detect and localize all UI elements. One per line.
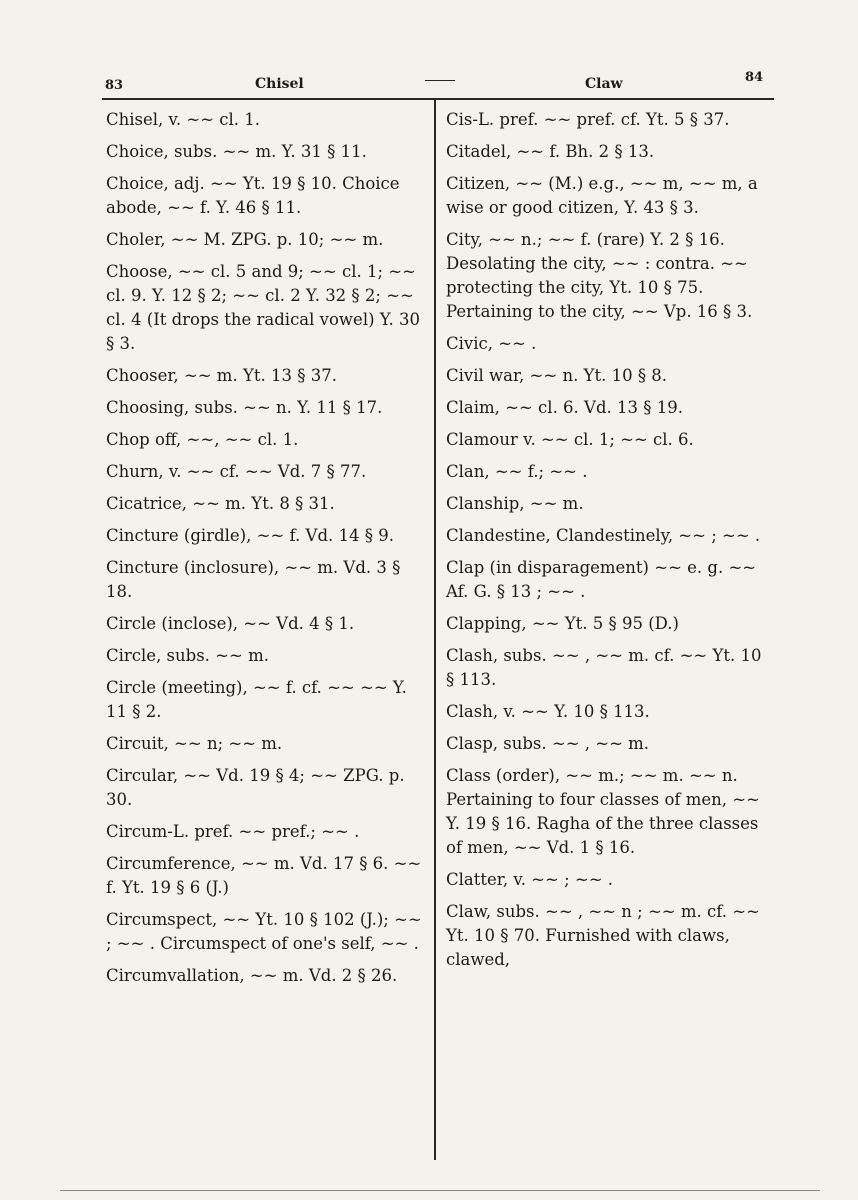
dictionary-entry: Choose, ~~ cl. 5 and 9; ~~ cl. 1; ~~ cl. 9. Y. 12 § 2; ~~ cl. 2 Y. 32 § 2; ~~ cl. 4 (It drops the radical vowel) Y. 30 § 3. <box>106 262 421 353</box>
page-number-left: 83 <box>105 78 124 93</box>
dictionary-entry: Clamour v. ~~ cl. 1; ~~ cl. 6. <box>446 430 694 449</box>
dictionary-entry: Choice, subs. ~~ m. Y. 31 § 11. <box>106 142 367 161</box>
dictionary-entry: Circular, ~~ Vd. 19 § 4; ~~ ZPG. p. 30. <box>106 766 405 809</box>
dictionary-entry: Chooser, ~~ m. Yt. 13 § 37. <box>106 366 337 385</box>
dictionary-entry: Citadel, ~~ f. Bh. 2 § 13. <box>446 142 655 161</box>
dictionary-entry: Clap (in disparagement) ~~ e. g. ~~ Af. G. § 13 ; ~~ . <box>446 558 757 601</box>
dictionary-entry: Claim, ~~ cl. 6. Vd. 13 § 19. <box>446 398 683 417</box>
dictionary-entry: Clandestine, Clandestinely, ~~ ; ~~ . <box>446 526 761 545</box>
dictionary-entry: Chop off, ~~, ~~ cl. 1. <box>106 430 299 449</box>
dictionary-entry: Circuit, ~~ n; ~~ m. <box>106 734 283 753</box>
dictionary-entry: Cincture (inclosure), ~~ m. Vd. 3 § 18. <box>106 558 401 601</box>
dictionary-entry: Clan, ~~ f.; ~~ . <box>446 462 588 481</box>
header-rule <box>102 98 774 100</box>
dictionary-entry: Clash, v. ~~ Y. 10 § 113. <box>446 702 650 721</box>
dictionary-entry: Clapping, ~~ Yt. 5 § 95 (D.) <box>446 614 679 633</box>
page-header <box>105 70 775 96</box>
dictionary-entry: Citizen, ~~ (M.) e.g., ~~ m, ~~ m, a wise or good citizen, Y. 43 § 3. <box>446 174 758 217</box>
running-head-left: Chisel <box>255 76 304 92</box>
dictionary-entry: Circle (inclose), ~~ Vd. 4 § 1. <box>106 614 355 633</box>
left-column <box>106 108 424 996</box>
dictionary-entry: Cicatrice, ~~ m. Yt. 8 § 31. <box>106 494 335 513</box>
dictionary-entry: Circle, subs. ~~ m. <box>106 646 269 665</box>
dictionary-entry: Clash, subs. ~~ , ~~ m. cf. ~~ Yt. 10 § 113. <box>446 646 762 689</box>
page-bottom-edge <box>60 1190 820 1191</box>
dictionary-entry: Claw, subs. ~~ , ~~ n ; ~~ m. cf. ~~ Yt. 10 § 70. Furnished with claws, clawed, <box>446 902 760 969</box>
dictionary-entry: Clatter, v. ~~ ; ~~ . <box>446 870 614 889</box>
dictionary-entry: Cis-L. pref. ~~ pref. cf. Yt. 5 § 37. <box>446 110 730 129</box>
right-column <box>446 108 768 980</box>
dictionary-entry: City, ~~ n.; ~~ f. (rare) Y. 2 § 16. Desolating the city, ~~ : contra. ~~ protecting the city, Yt. 10 § 75. Pertaining to the city, ~~ Vp. 16 § 3. <box>446 230 753 321</box>
dictionary-entry: Chisel, v. ~~ cl. 1. <box>106 110 261 129</box>
dictionary-entry: Choler, ~~ M. ZPG. p. 10; ~~ m. <box>106 230 384 249</box>
dictionary-entry: Circumspect, ~~ Yt. 10 § 102 (J.); ~~ ; ~~ . Circumspect of one's self, ~~ . <box>106 910 422 953</box>
page-number-right: 84 <box>745 70 764 85</box>
dictionary-entry: Cincture (girdle), ~~ f. Vd. 14 § 9. <box>106 526 394 545</box>
column-divider <box>434 100 436 1160</box>
dictionary-entry: Choosing, subs. ~~ n. Y. 11 § 17. <box>106 398 383 417</box>
dictionary-entry: Clasp, subs. ~~ , ~~ m. <box>446 734 650 753</box>
running-head-right: Claw <box>585 76 623 92</box>
header-dash <box>425 80 455 81</box>
dictionary-entry: Class (order), ~~ m.; ~~ m. ~~ n. Pertaining to four classes of men, ~~ Y. 19 § 16. Ragha of the three classes of men, ~~ Vd. 1 § 16. <box>446 766 760 857</box>
dictionary-entry: Clanship, ~~ m. <box>446 494 584 513</box>
dictionary-entry: Civic, ~~ . <box>446 334 537 353</box>
dictionary-entry: Civil war, ~~ n. Yt. 10 § 8. <box>446 366 668 385</box>
dictionary-entry: Circum-L. pref. ~~ pref.; ~~ . <box>106 822 360 841</box>
dictionary-entry: Choice, adj. ~~ Yt. 19 § 10. Choice abode, ~~ f. Y. 46 § 11. <box>106 174 400 217</box>
dictionary-entry: Circumvallation, ~~ m. Vd. 2 § 26. <box>106 966 398 985</box>
dictionary-entry: Circumference, ~~ m. Vd. 17 § 6. ~~ f. Yt. 19 § 6 (J.) <box>106 854 422 897</box>
dictionary-entry: Churn, v. ~~ cf. ~~ Vd. 7 § 77. <box>106 462 367 481</box>
dictionary-entry: Circle (meeting), ~~ f. cf. ~~ ~~ Y. 11 § 2. <box>106 678 407 721</box>
